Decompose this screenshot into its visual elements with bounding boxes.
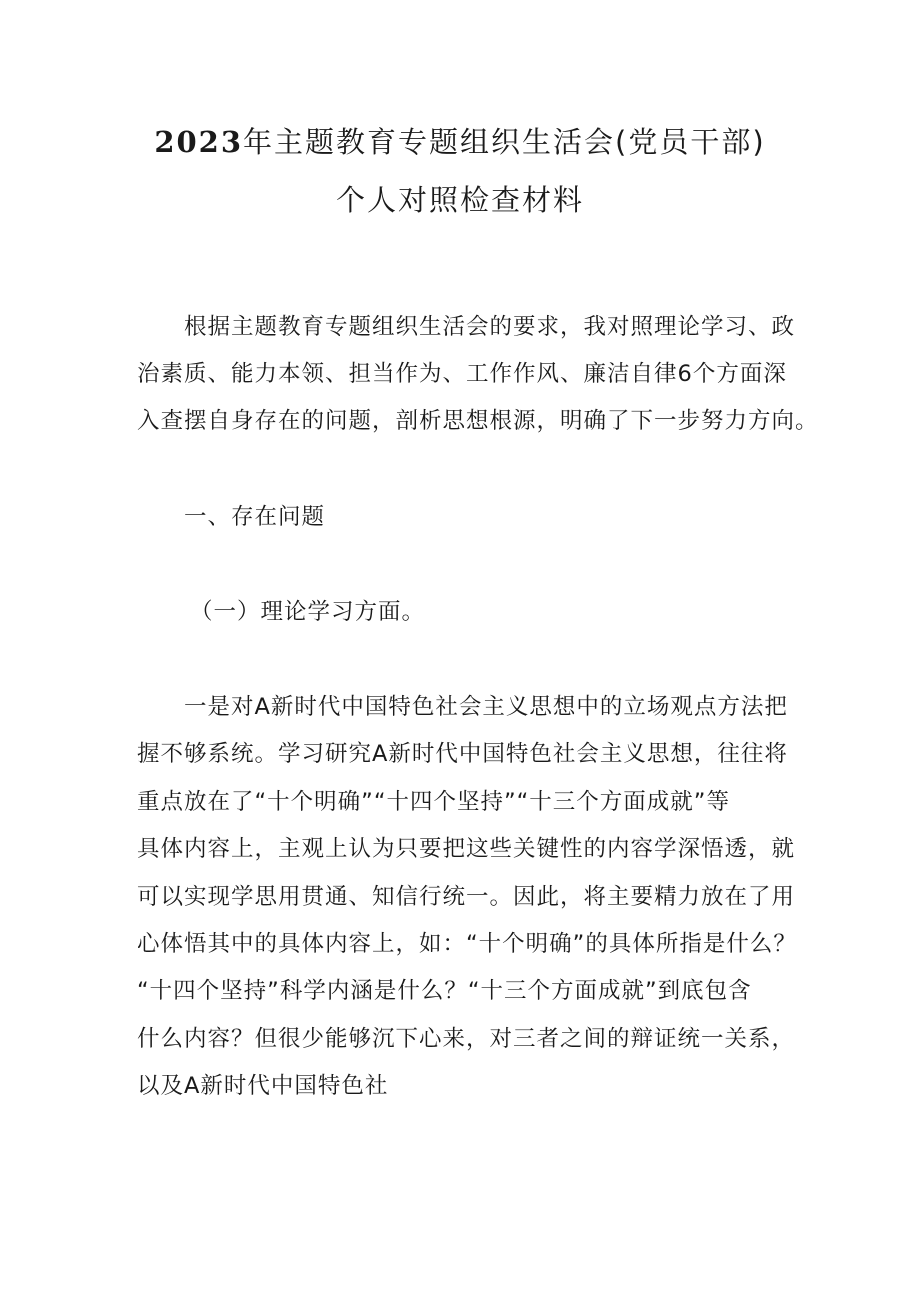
intro-line-3: 入查摆自身存在的问题，剖析思想根源，明确了下一步努力方向。: [137, 408, 819, 434]
paragraph-line-4: 具体内容上，主观上认为只要把这些关键性的内容学深悟透，就: [137, 836, 796, 862]
paragraph-line-1: 一是对A新时代中国特色社会主义思想中的立场观点方法把: [184, 694, 788, 720]
paragraph-line-3: 重点放在了“十个明确”“十四个坚持”“十三个方面成就”等: [137, 789, 730, 815]
intro-line-2: 治素质、能力本领、担当作为、工作作风、廉洁自律6个方面深: [137, 361, 787, 387]
paragraph-line-2: 握不够系统。学习研究A新时代中国特色社会主义思想，往往将: [137, 741, 788, 767]
title-year: 2023: [154, 125, 244, 159]
title-line-1-text: 年主题教育专题组织生活会(党员干部): [243, 125, 766, 159]
document-title-line-2: 个人对照检查材料: [335, 183, 584, 217]
paragraph-line-6: 心体悟其中的具体内容上，如：“十个明确”的具体所指是什么？: [137, 931, 797, 957]
paragraph-line-8: 什么内容？但很少能够沉下心来，对三者之间的辩证统一关系，: [137, 1026, 796, 1052]
paragraph-line-9: 以及A新时代中国特色社: [137, 1073, 389, 1099]
subsection-heading: （一）理论学习方面。: [190, 599, 426, 625]
paragraph-line-5: 可以实现学思用贯通、知信行统一。因此，将主要精力放在了用: [137, 884, 796, 910]
paragraph-line-7: “十四个坚持”科学内涵是什么？“十三个方面成就”到底包含: [137, 978, 752, 1004]
document-title-line-1: [120, 122, 800, 162]
section-heading: 一、存在问题: [184, 504, 326, 530]
intro-line-1: 根据主题教育专题组织生活会的要求，我对照理论学习、政: [184, 314, 796, 340]
